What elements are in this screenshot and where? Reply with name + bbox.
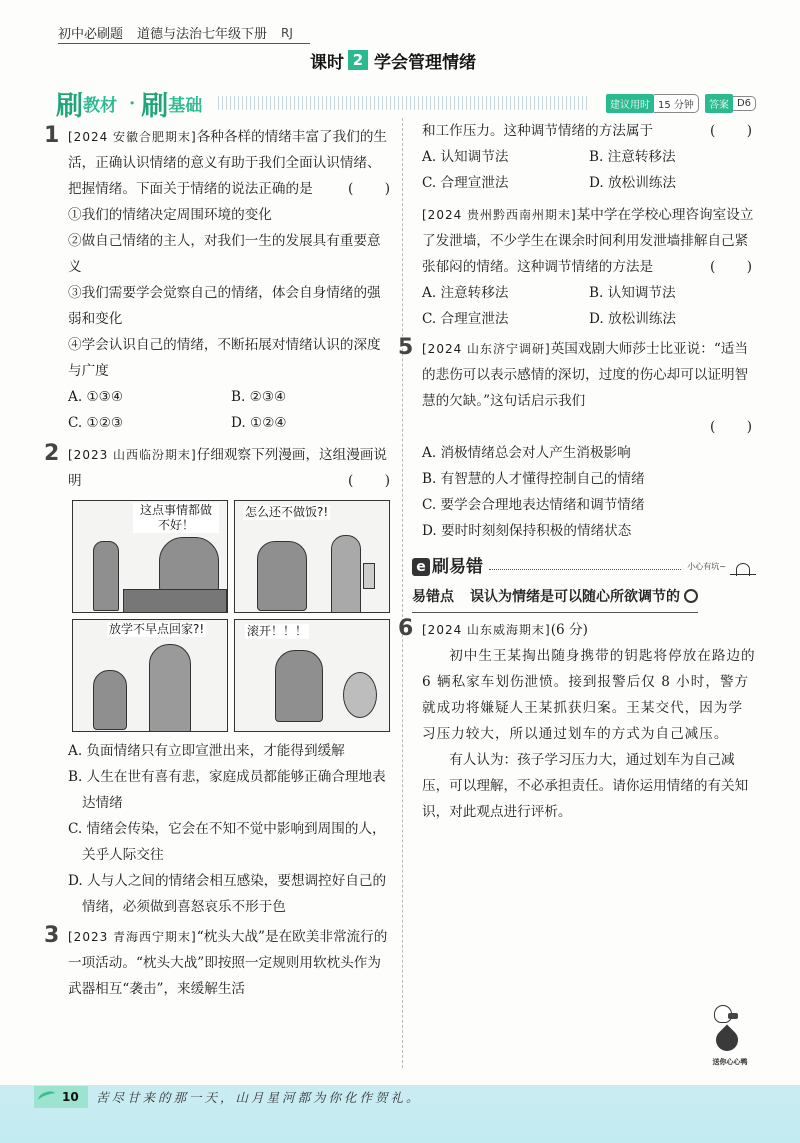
prompt-paragraph: 有人认为：孩子学习压力大，通过划车为自己减压，可以理解，不必承担责任。请你运用情绪的有关知识，对此观点进行评析。: [422, 752, 749, 820]
question-3: [44, 923, 394, 1002]
option-b: B. 注意转移法: [589, 149, 676, 165]
error-point-text: 误认为情绪是可以随心所欲调节的: [470, 589, 680, 605]
suggested-time-badge: [606, 94, 699, 113]
options-row: [412, 144, 756, 170]
section-big-1: 刷: [56, 90, 83, 122]
stem-text: 各种各样的情绪丰富了我们的生活，正确认识情绪的意义有助于我们全面认识情绪、把握情绪。下面关于情绪的说法正确的是: [68, 129, 388, 197]
option-d: D. ①②④: [231, 415, 287, 431]
footer-motto: 苦尽甘来的那一天，山月星河都为你化作贺礼。: [96, 1090, 422, 1105]
question-1: [44, 123, 394, 436]
sun-icon: [730, 557, 756, 577]
stem-text: 英国戏剧大师莎士比亚说：“适当的悲伤可以表示感情的深切，过度的伤心却可以证明智慧的欠缺。”这句话启示我们: [422, 341, 749, 409]
time-label: 建议用时: [606, 94, 654, 113]
question-header: [412, 617, 756, 643]
stem-text: “枕头大战”是在欧美非常流行的一项活动。“枕头大战”即按照一定规则用软枕头作为武器相互“袭击”，来缓解生活: [68, 929, 388, 997]
question-6: [398, 616, 756, 825]
error-title-text: 刷易错: [432, 557, 483, 577]
options-row: [58, 410, 394, 436]
option-c: C. ①②③: [68, 415, 124, 431]
figure-kicking-child: [275, 650, 323, 722]
section-header-error: [412, 554, 756, 580]
option-b: B. 人生在世有喜有悲，家庭成员都能够正确合理地表达情绪: [68, 769, 386, 811]
question-stem-part1: [58, 924, 394, 1002]
section-big-2: 刷: [141, 90, 169, 122]
answer-blank: ( ): [348, 181, 390, 197]
option-a: A. 消极情绪总会对人产生消极影响: [422, 445, 631, 461]
options-row: [412, 306, 756, 332]
question-source: [2023 青海西宁期末]: [68, 930, 197, 944]
running-head: [58, 22, 310, 44]
error-point: [412, 584, 698, 613]
figure-child: [93, 670, 127, 730]
section-small-2: 基础: [168, 95, 203, 116]
option-d: D. 要时时刻刻保持积极的情绪状态: [422, 523, 632, 539]
lesson-title-text: 学会管理情绪: [374, 52, 476, 73]
answer-blank: ( ): [710, 419, 752, 435]
figure-husband: [257, 541, 307, 611]
mascot-caption: 送你心心鸭: [712, 1058, 748, 1066]
question-stem: [412, 336, 756, 414]
option-b: B. 认知调节法: [589, 285, 676, 301]
question-source: [2024 安徽合肥期末]: [68, 130, 197, 144]
option-c: C. 情绪会传染，它会在不知不觉中影响到周围的人，关乎人际交往: [68, 821, 386, 863]
duck-mascot: [700, 1005, 760, 1080]
page-number-badge: [34, 1086, 88, 1108]
leaf-icon: [37, 1089, 57, 1105]
section-small-1: 教材: [83, 95, 117, 116]
answer-value: D6: [733, 96, 756, 111]
option-c: C. 要学会合理地表达情绪和调节情绪: [422, 497, 645, 513]
figure-boss: [159, 537, 219, 597]
comic-panel-4: [234, 619, 390, 732]
question-stem: [58, 124, 394, 202]
answer-blank: ( ): [348, 473, 390, 489]
section-dot: ·: [129, 92, 136, 114]
left-column: [44, 123, 394, 1002]
figure-mother: [149, 644, 191, 732]
option-a: A. 认知调节法: [422, 149, 509, 165]
option-a: A. ①③④: [68, 389, 124, 405]
question-2: [44, 441, 394, 920]
stem-text: 某中学在学校心理咨询室设立了发泄墙，不少学生在课余时间利用发泄墙排解自己紧张郁闷的情绪。这种调节情绪的方法是: [422, 207, 754, 275]
speech-bubble: 滚开！！！: [247, 624, 308, 638]
option-d: D. 放松训练法: [589, 175, 677, 191]
figure-man: [93, 541, 119, 611]
lesson-number: 2: [348, 50, 368, 70]
statement: ②做自己情绪的主人，对我们一生的发展具有重要意义: [68, 233, 381, 275]
heart-icon: [711, 1024, 742, 1055]
subject-name: 道德与法治七年级下册: [137, 27, 268, 42]
statement: ③我们需要学会觉察自己的情绪，体会自身情绪的强弱和变化: [68, 285, 381, 327]
options-row: [58, 384, 394, 410]
question-number: 3: [44, 923, 60, 948]
question-score: (6 分): [550, 622, 588, 638]
stem-text: 和工作压力。这种调节情绪的方法属于: [422, 123, 654, 139]
target-icon: [684, 589, 698, 603]
answer-blank-line: [412, 414, 756, 440]
decorative-stripe: [218, 96, 590, 110]
error-point-label: 易错点: [412, 589, 454, 605]
options-row: [412, 170, 756, 196]
error-section-title: [412, 554, 483, 580]
comic-strip: [72, 500, 390, 732]
answer-page-badge: [705, 94, 756, 113]
duck-beak: [728, 1013, 738, 1019]
speech-bubble: 放学不早点回家?!: [109, 622, 205, 636]
answer-blank: ( ): [710, 123, 752, 139]
dotted-arrow: [489, 569, 681, 570]
thermos: [363, 563, 375, 589]
section-header-basic: [56, 86, 756, 120]
stem-text: 仔细观察下列漫画，这组漫画说明: [68, 447, 388, 489]
option-a: A. 注意转移法: [422, 285, 509, 301]
series-name: 初中必刷题: [58, 27, 124, 42]
lesson-prefix: 课时: [310, 52, 344, 73]
question-stem: [412, 202, 756, 280]
column-divider: [402, 118, 403, 1068]
question-source: [2024 山东济宁调研]: [422, 342, 551, 356]
option-b: B. 有智慧的人才懂得控制自己的情绪: [422, 471, 645, 487]
speech-bubble: 这点事情都做不好！: [133, 503, 219, 533]
question-source: [2024 贵州黔西南州期末]: [422, 208, 577, 222]
page-number: 10: [62, 1090, 79, 1104]
question-stem-part2: [412, 118, 756, 144]
options-row: [412, 280, 756, 306]
question-source: [2023 山西临汾期末]: [68, 448, 197, 462]
speech-bubble: 怎么还不做饭?!: [245, 505, 329, 519]
question-number: 2: [44, 441, 60, 466]
question-4: [412, 202, 756, 332]
page-footer: [0, 1085, 800, 1143]
e-icon: e: [412, 558, 430, 576]
error-note: 小心有坑~: [687, 562, 726, 571]
question-3-continued: [412, 118, 756, 196]
scenario-paragraph: 初中生王某掏出随身携带的钥匙将停放在路边的 6 辆私家车划伤泄愤。接到报警后仅 8 小时，警方就成功将嫌疑人王某抓获归案。王某交代，因为学习压力较大，所以通过划车的方式为自己减压。: [422, 648, 756, 742]
statement: ④学会认识自己的情绪，不断拓展对情绪认识的深度与广度: [68, 337, 381, 379]
comic-panel-1: [72, 500, 228, 613]
option-d: D. 人与人之间的情绪会相互感染，要想调控好自己的情绪，必须做到喜怒哀乐不形于色: [68, 873, 387, 915]
option-c: C. 合理宣泄法: [422, 175, 509, 191]
question-source: [2024 山东威海期末]: [422, 623, 551, 637]
answer-blank: ( ): [710, 259, 752, 275]
option-a: A. 负面情绪只有立即宣泄出来，才能得到缓解: [68, 743, 345, 759]
answer-label: 答案: [705, 94, 733, 113]
question-stem: [58, 442, 394, 494]
comic-panel-3: [72, 619, 228, 732]
time-value: 15 分钟: [654, 94, 699, 113]
edition-label: RJ: [281, 25, 293, 40]
teddy-bear: [343, 672, 377, 718]
statement: ①我们的情绪决定周围环境的变化: [68, 207, 272, 223]
right-column: [398, 118, 756, 825]
figure-wife: [331, 535, 361, 613]
desk: [123, 589, 227, 613]
option-c: C. 合理宣泄法: [422, 311, 509, 327]
question-number: 6: [398, 616, 414, 641]
question-number: 5: [398, 335, 414, 360]
question-5: [398, 335, 756, 544]
option-b: B. ②③④: [231, 389, 287, 405]
lesson-title: [310, 46, 476, 74]
question-number: 1: [44, 123, 60, 148]
comic-panel-2: [234, 500, 390, 613]
option-d: D. 放松训练法: [589, 311, 677, 327]
